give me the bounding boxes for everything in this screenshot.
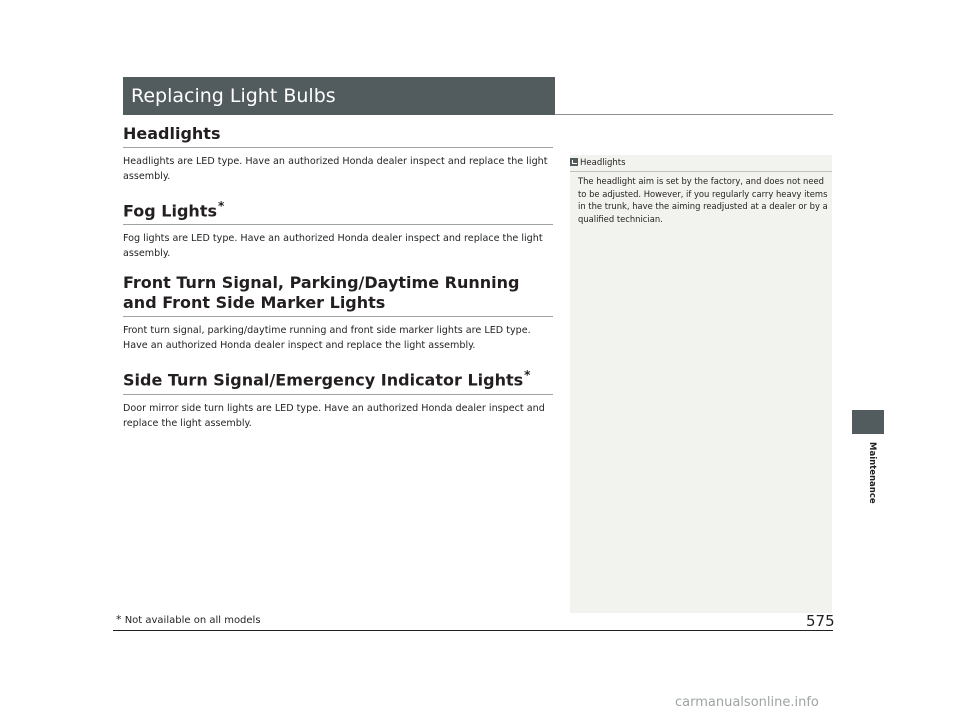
main-content (123, 124, 553, 443)
chapter-tab-marker (852, 410, 884, 434)
section-body: Front turn signal, parking/daytime running and front side marker lights are LED type. Have an authorized Honda dealer inspect and replace the light assembly. (123, 325, 531, 352)
section-front-turn-signal (123, 273, 553, 353)
section-heading (123, 124, 553, 148)
note-marker-icon (570, 158, 578, 166)
section-fog-lights (123, 196, 553, 261)
section-heading-text: Headlights (123, 124, 221, 143)
section-heading (123, 273, 553, 317)
chapter-tab-label: Maintenance (867, 442, 877, 504)
asterisk-mark: * (218, 199, 225, 213)
section-headlights (123, 124, 553, 184)
chapter-title: Replacing Light Bulbs (131, 85, 336, 107)
section-heading-text: Front Turn Signal, Parking/Daytime Running and Front Side Marker Lights (123, 273, 520, 313)
footnote-text: Not available on all models (124, 615, 261, 626)
section-heading (123, 365, 553, 394)
sidebar-note-body: The headlight aim is set by the factory, and does not need to be adjusted. However, if you regularly carry heavy items in the trunk, have the aiming readjusted at a dealer or by a qualified technician. (578, 176, 828, 224)
watermark: carmanualsonline.info (675, 695, 819, 710)
chapter-title-banner (123, 77, 555, 115)
section-body: Door mirror side turn lights are LED type. Have an authorized Honda dealer inspect and replace the light assembly. (123, 402, 545, 429)
footnote-star: * (116, 613, 122, 626)
section-body: Fog lights are LED type. Have an authorized Honda dealer inspect and replace the light assembly. (123, 233, 543, 260)
banner-rule (555, 114, 833, 115)
asterisk-mark: * (524, 368, 531, 383)
footnote (116, 613, 261, 626)
section-heading-text: Fog Lights (123, 201, 217, 221)
sidebar-note-heading (570, 157, 832, 172)
section-side-turn-signal (123, 365, 553, 430)
section-body: Headlights are LED type. Have an authorized Honda dealer inspect and replace the light assembly. (123, 156, 548, 182)
section-heading-text: Side Turn Signal/Emergency Indicator Lights (123, 370, 524, 390)
page-number: 575 (806, 612, 835, 630)
section-heading (123, 196, 553, 225)
footer-rule (113, 630, 833, 631)
sidebar-note-title: Headlights (580, 158, 626, 168)
